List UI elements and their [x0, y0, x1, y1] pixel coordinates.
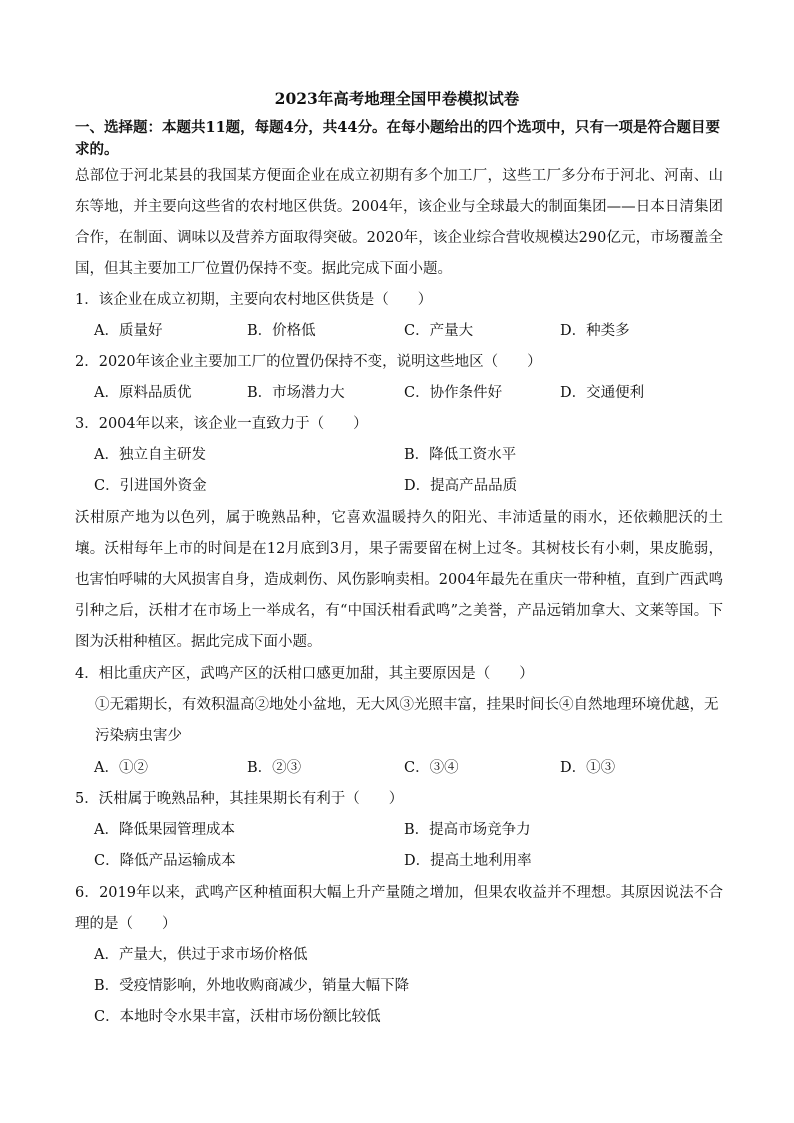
question-2-option-b: B．市场潜力大	[247, 385, 345, 401]
question-4-option-b: B．②③	[247, 760, 302, 776]
question-4-option-d: D．①③	[560, 760, 616, 776]
question-1-option-a: A．质量好	[94, 323, 163, 339]
question-4-stem: 4．相比重庆产区，武鸣产区的沃柑口感更加甜，其主要原因是（ ）	[75, 666, 534, 682]
question-5-option-b: B．提高市场竞争力	[404, 822, 531, 838]
question-3-option-b: B．降低工资水平	[404, 447, 517, 463]
question-1-option-d: D．种类多	[560, 323, 630, 339]
question-5-stem: 5．沃柑属于晚熟品种，其挂果期长有利于（ ）	[75, 791, 404, 807]
question-1-stem: 1．该企业在成立初期，主要向农村地区供货是（ ）	[75, 292, 433, 308]
question-2-stem: 2．2020年该企业主要加工厂的位置仍保持不变，说明这些地区（ ）	[75, 354, 542, 370]
question-4-option-c: C．③④	[404, 760, 459, 776]
question-5-option-c: C．降低产品运输成本	[94, 853, 236, 869]
section-heading: 一、选择题：本题共11题，每题4分，共44分。在每小题给出的四个选项中，只有一项是符合题目要求的。	[75, 119, 720, 158]
passage-1: 总部位于河北某县的我国某方便面企业在成立初期有多个加工厂，这些工厂多分布于河北、河南、山东等地，并主要向这些省的农村地区供货。2004年，该企业与全球最大的制面集团——日本日清集团合作，在制面、调味以及营养方面取得突破。2020年，该企业综合营收规模达290亿元，市场覆盖全国，但其主要加工厂位置仍保持不变。据此完成下面小题。	[75, 168, 723, 277]
question-6-stem: 6．2019年以来，武鸣产区种植面积大幅上升产量随之增加，但果农收益并不理想。其原因说法不合理的是（ ）	[75, 885, 723, 932]
question-6-option-b: B．受疫情影响，外地收购商减少，销量大幅下降	[94, 978, 410, 994]
question-3-option-a: A．独立自主研发	[94, 447, 206, 463]
question-1-option-c: C．产量大	[404, 323, 474, 339]
question-6-option-a: A．产量大，供过于求市场价格低	[94, 947, 308, 963]
question-5-option-d: D．提高土地利用率	[404, 853, 532, 869]
passage-2: 沃柑原产地为以色列，属于晚熟品种，它喜欢温暖持久的阳光、丰沛适量的雨水，还依赖肥沃的土壤。沃柑每年上市的时间是在12月底到3月，果子需要留在树上过冬。其树枝长有小刺，果皮脆弱，也害怕呼啸的大风损害自身，造成刺伤、风伤影响卖相。2004年最先在重庆一带种植，直到广西武鸣引种之后，沃柑才在市场上一举成名，有“中国沃柑看武鸣”之美誉，产品远销加拿大、文莱等国。下图为沃柑种植区。据此完成下面小题。	[75, 510, 723, 650]
question-4-option-a: A．①②	[94, 760, 148, 776]
question-3-option-c: C．引进国外资金	[94, 478, 207, 494]
question-3-stem: 3．2004年以来，该企业一直致力于（ ）	[75, 416, 368, 432]
question-2-option-d: D．交通便利	[560, 385, 645, 401]
question-4-statements: ①无霜期长，有效积温高②地处小盆地，无大风③光照丰富，挂果时间长④自然地理环境优越，无污染病虫害少	[95, 697, 719, 744]
question-5-option-a: A．降低果园管理成本	[94, 822, 235, 838]
question-1-option-b: B．价格低	[247, 323, 316, 339]
question-2-option-c: C．协作条件好	[404, 385, 503, 401]
question-2-option-a: A．原料品质优	[94, 385, 192, 401]
page-title: 2023年高考地理全国甲卷模拟试卷	[274, 89, 520, 108]
question-3-option-d: D．提高产品品质	[404, 478, 518, 494]
question-6-option-c: C．本地时令水果丰富，沃柑市场份额比较低	[94, 1009, 381, 1025]
